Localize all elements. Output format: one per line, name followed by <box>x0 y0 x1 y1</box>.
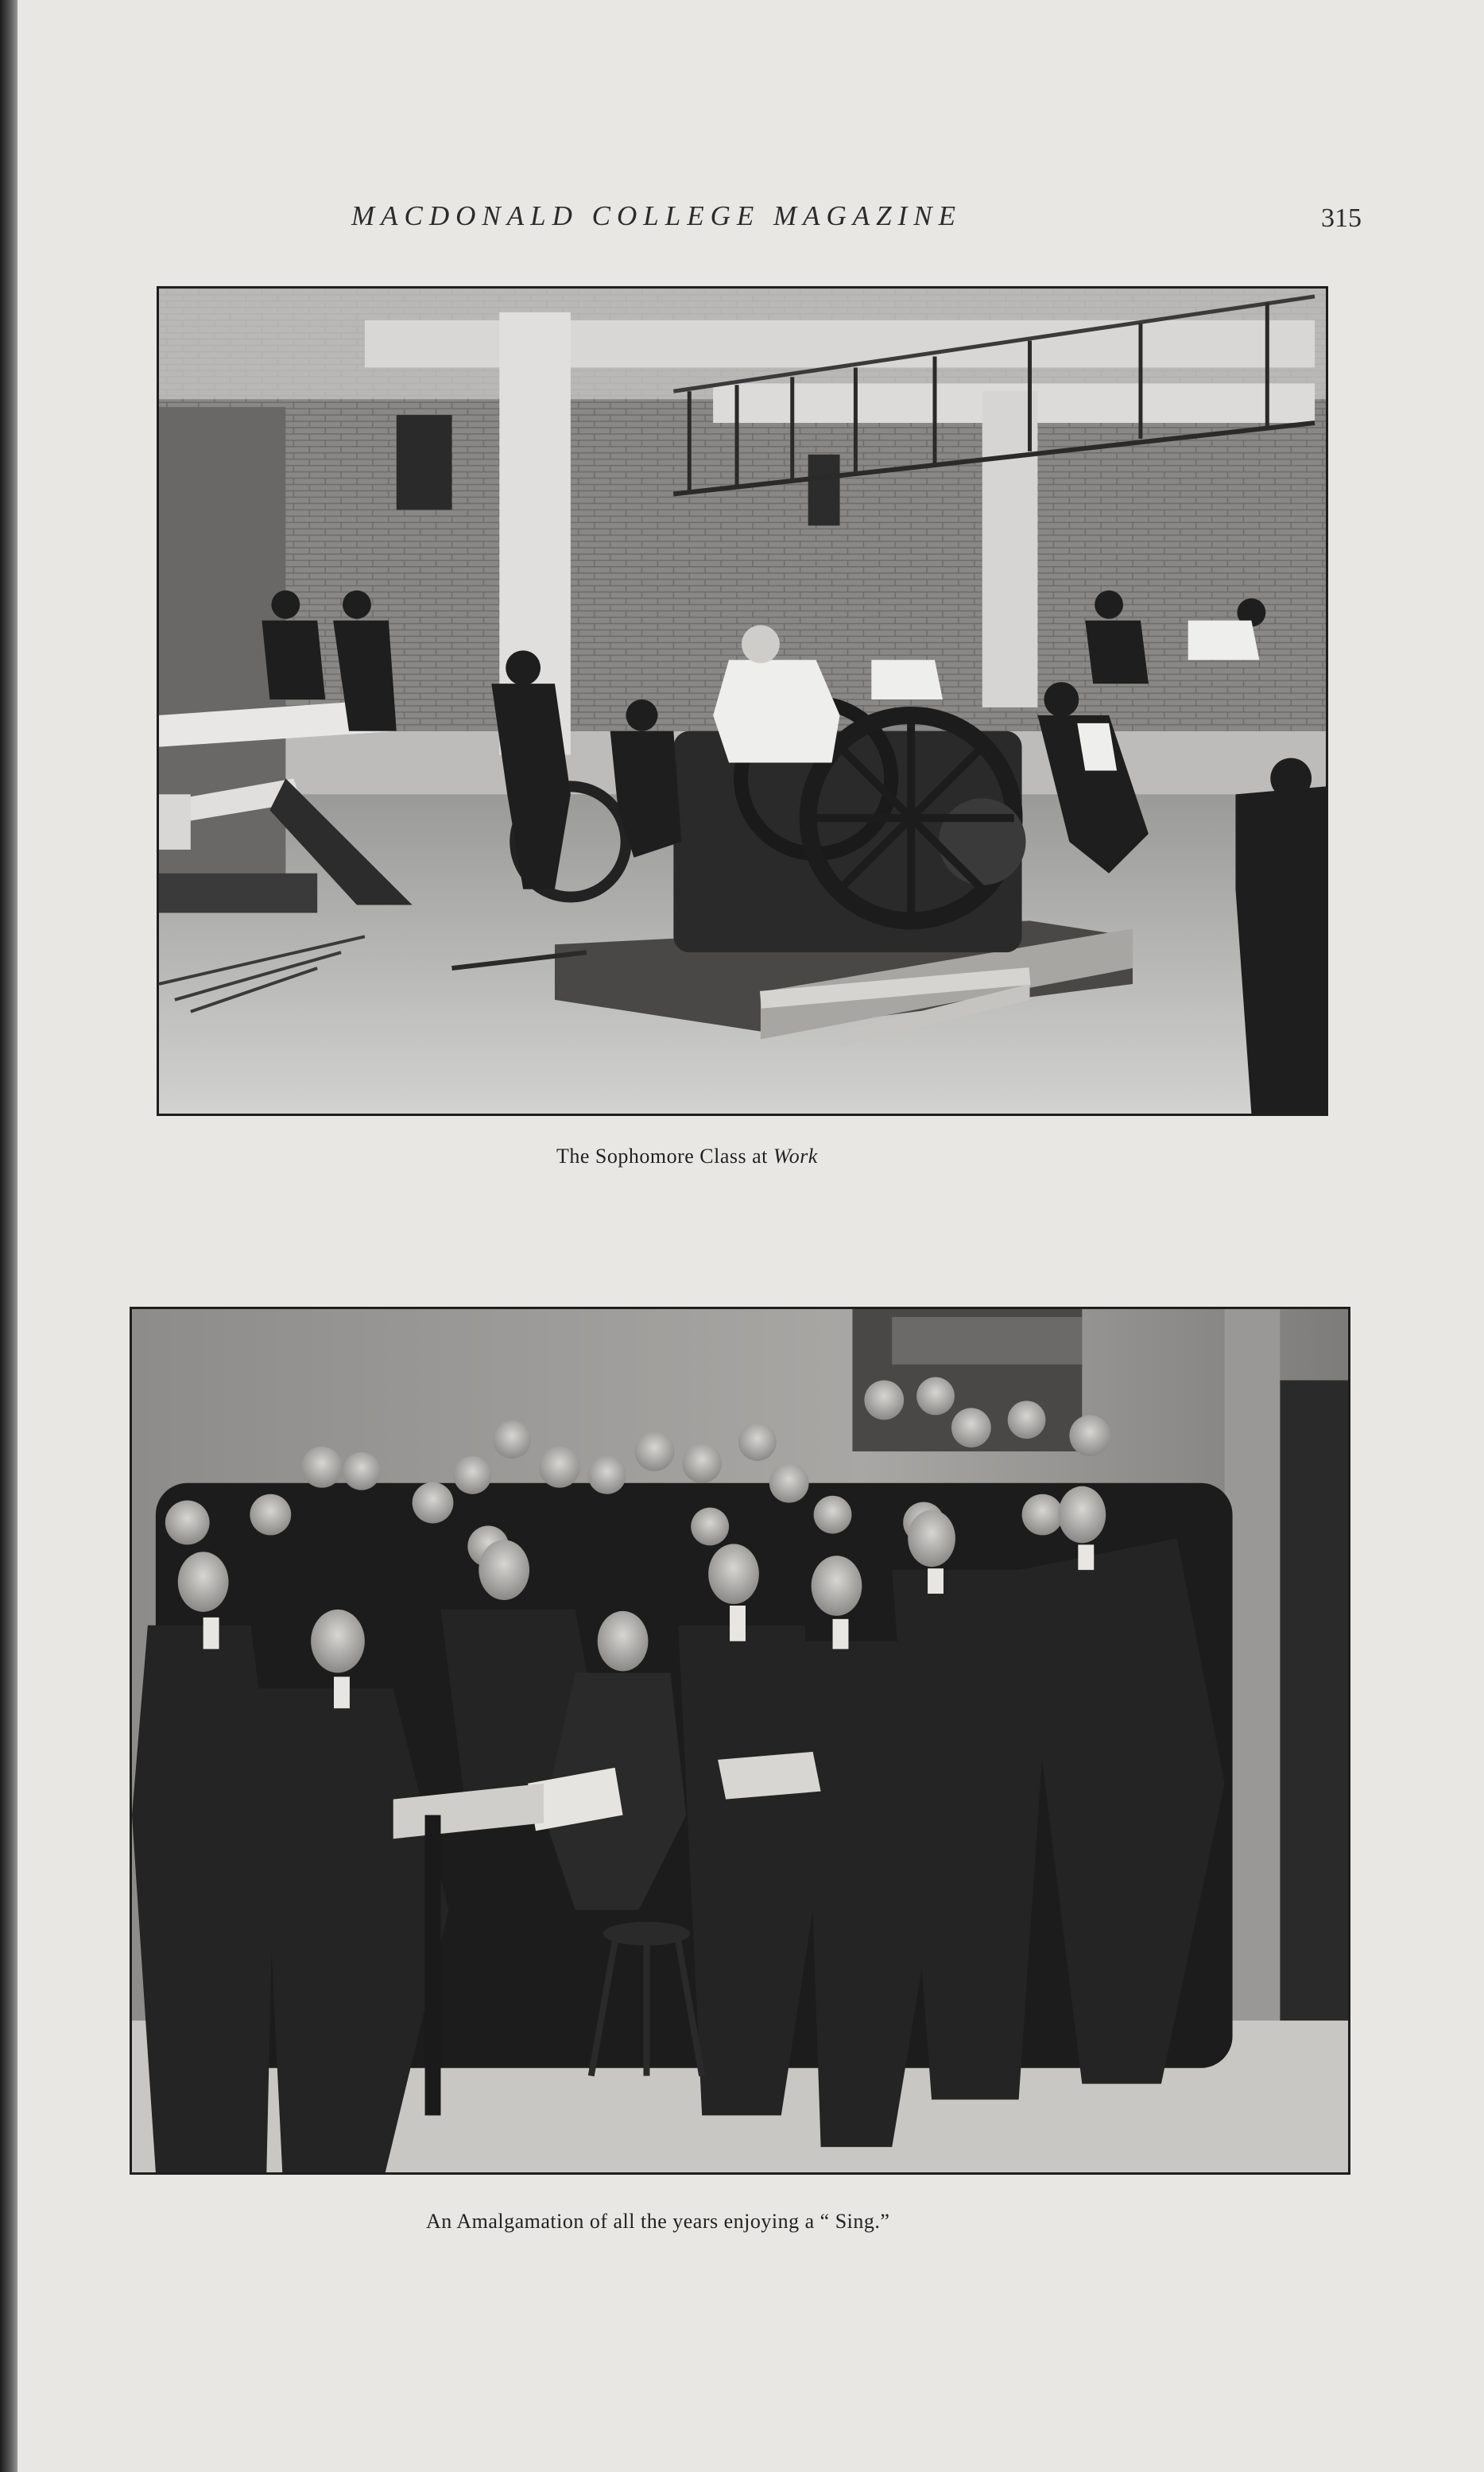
figure-caption-1 <box>556 1145 818 1168</box>
caption-1-emphasis: Work <box>773 1145 818 1168</box>
page-number: 315 <box>1321 203 1362 233</box>
workshop-illustration <box>159 289 1326 1114</box>
sophomore-class-photo <box>157 286 1328 1116</box>
page-binding-edge <box>0 0 17 2472</box>
group-singing-illustration <box>132 1309 1348 2172</box>
caption-1-text: The Sophomore Class at <box>556 1145 773 1168</box>
sing-group-photo <box>130 1307 1350 2175</box>
running-head: MACDONALD COLLEGE MAGAZINE <box>351 200 963 231</box>
figure-caption-2: An Amalgamation of all the years enjoying a “ Sing.” <box>426 2210 890 2233</box>
magazine-page <box>17 0 1484 2472</box>
